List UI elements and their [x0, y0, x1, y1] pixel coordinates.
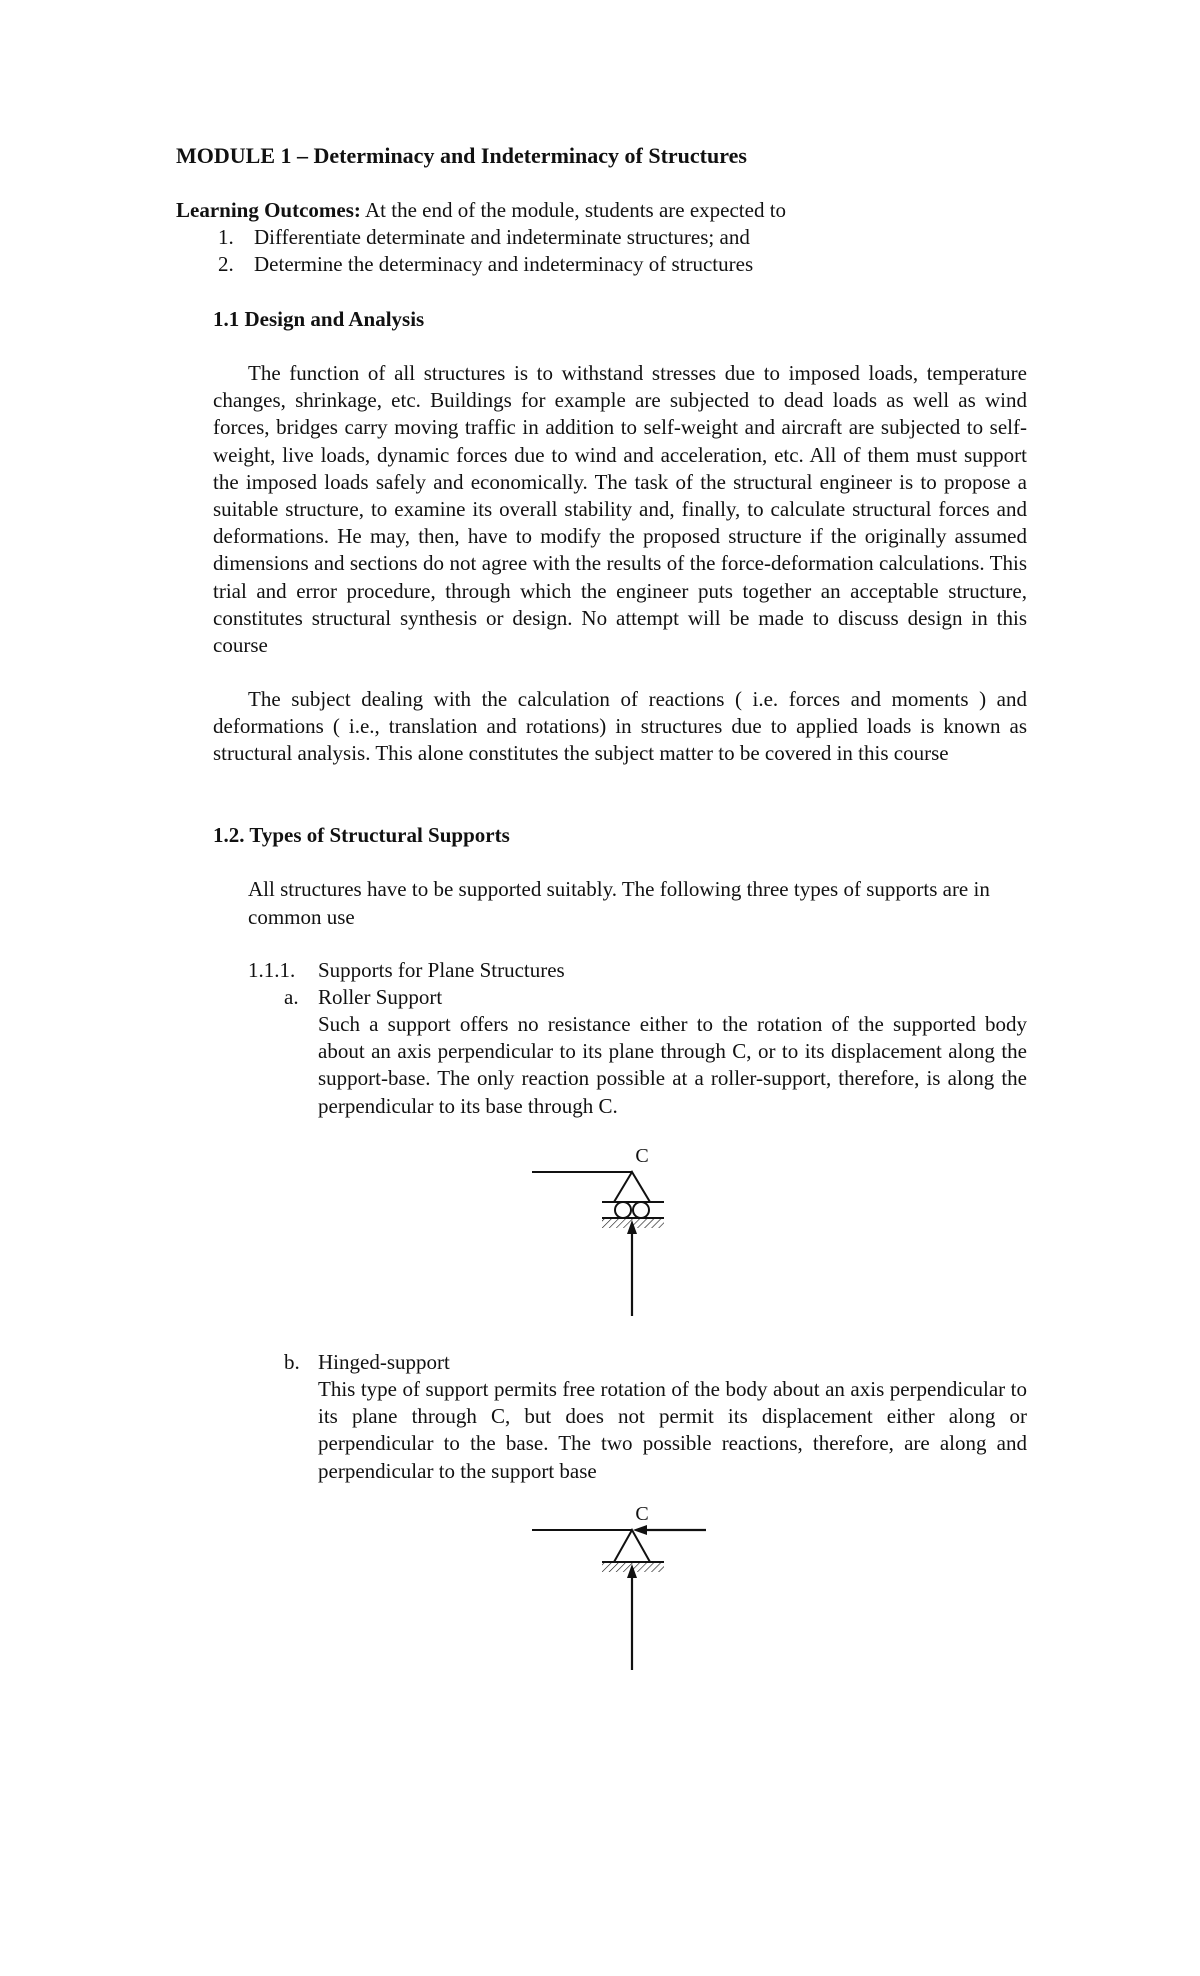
subsection-number: 1.1.1. — [248, 958, 296, 982]
outcome-number: 1. — [218, 225, 234, 249]
point-label-c: C — [635, 1145, 649, 1167]
hinged-support-diagram — [520, 1498, 720, 1673]
paragraph-design-analysis-1: The function of all structures is to withstand stresses due to imposed loads, temperature changes, shrinkage, etc. Buildings for example are subjected to dead loads as well as wind forces, bridges carry moving traffic in addition to self-weight and aircraft are subjected to self-weight, live loads, dynamic forces due to wind and acceleration, etc. All of them must support the imposed loads safely and economically. The task of the structural engineer is to propose a suitable structure, to examine its overall stability and, finally, to calculate structural forces and deformations. He may, then, have to modify the proposed structure if the originally assumed dimensions and sections do not agree with the results of the force-deformation calculations. This trial and error procedure, through which the engineer puts together an acceptable structure, constitutes structural synthesis or design. No attempt will be made to discuss design in this course — [213, 361, 1027, 658]
support-triangle — [614, 1530, 650, 1562]
paragraph-design-analysis-2: The subject dealing with the calculation of reactions ( i.e. forces and moments ) and deformations ( i.e., translation and rotations) in structures due to applied loads is known as structural analysis. This alone constitutes the subject matter to be covered in this course — [213, 687, 1027, 766]
outcome-item — [218, 251, 753, 278]
paragraph-support-types: All structures have to be supported suitably. The following three types of supports are in common use — [248, 877, 990, 929]
item-title-roller: Roller Support — [318, 985, 443, 1009]
subsection-title: Supports for Plane Structures — [318, 958, 565, 982]
outcome-item — [218, 224, 750, 251]
outcome-text: Determine the determinacy and indeterminacy of structures — [254, 252, 754, 276]
learning-outcomes-text: At the end of the module, students are expected to — [360, 198, 787, 222]
roller-circle-right — [633, 1202, 649, 1218]
item-letter-hinged: b. — [284, 1350, 300, 1374]
learning-outcomes-label: Learning Outcomes: — [176, 198, 361, 222]
outcome-text: Differentiate determinate and indeterminate structures; and — [254, 225, 750, 249]
section-heading-support-types: 1.2. Types of Structural Supports — [213, 823, 510, 847]
item-letter-roller: a. — [284, 985, 299, 1009]
support-triangle — [614, 1172, 650, 1202]
roller-circle-left — [615, 1202, 631, 1218]
section-heading-design-analysis: 1.1 Design and Analysis — [213, 307, 425, 331]
item-description-hinged: This type of support permits free rotation of the body about an axis perpendicular to its plane through C, but does not permit its displacement either along or perpendicular to the base. The two possible reactions, therefore, are along and perpendicular to the support base — [318, 1377, 1027, 1483]
item-description-roller: Such a support offers no resistance either to the rotation of the supported body about an axis perpendicular to its plane through C, or to its displacement along the support-base. The only reaction possible at a roller-support, therefore, is along the perpendicular to its base through C. — [318, 1012, 1027, 1118]
learning-outcomes-intro — [176, 197, 786, 224]
point-label-c: C — [635, 1503, 649, 1525]
outcome-number: 2. — [218, 252, 234, 276]
subsection-heading — [248, 957, 565, 984]
roller-support-diagram — [520, 1140, 680, 1320]
item-title-hinged: Hinged-support — [318, 1350, 450, 1374]
module-title: MODULE 1 – Determinacy and Indeterminacy of Structures — [176, 143, 747, 168]
